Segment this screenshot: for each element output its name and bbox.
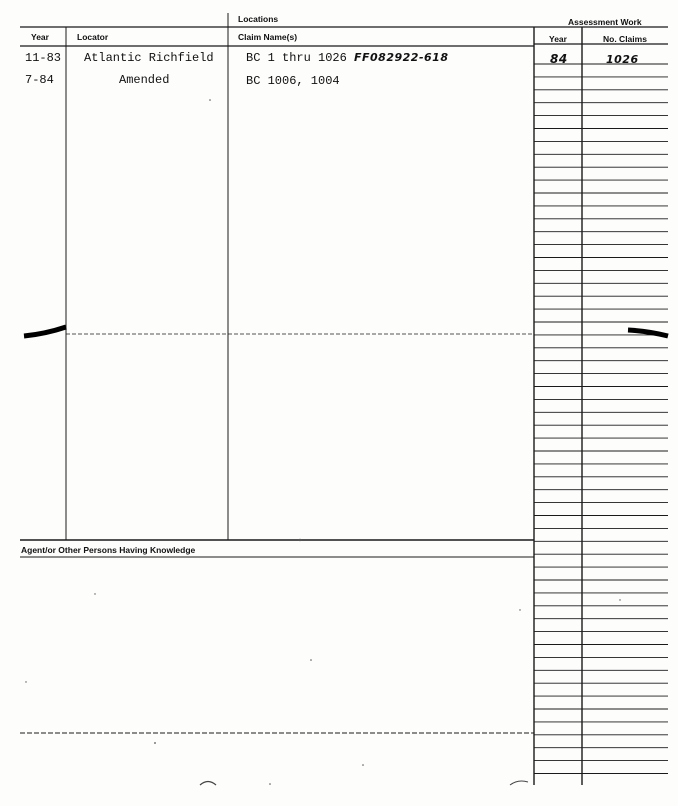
locations-heading: Locations [238,14,279,24]
entry-file-number: FF082922-618 [354,51,449,64]
locator-column-header: Locator [77,32,109,42]
aw-year-column-header: Year [549,34,567,44]
entry-claims: BC 1 thru 1026 [246,51,347,65]
assessment-work-heading: Assessment Work [568,17,642,27]
assessment-year: 84 [550,52,568,66]
assessment-no-claims: 1026 [606,53,639,66]
agents-heading: Agent/or Other Persons Having Knowledge [21,545,196,555]
entry-locator: Atlantic Richfield [84,51,214,65]
aw-no-claims-column-header: No. Claims [603,34,647,44]
entry-year: 7-84 [25,73,54,87]
year-column-header: Year [31,32,49,42]
entry-locator: Amended [119,73,170,87]
claim-names-column-header: Claim Name(s) [238,32,298,42]
entry-claims: BC 1006, 1004 [246,74,340,88]
entry-year: 11-83 [25,51,62,65]
